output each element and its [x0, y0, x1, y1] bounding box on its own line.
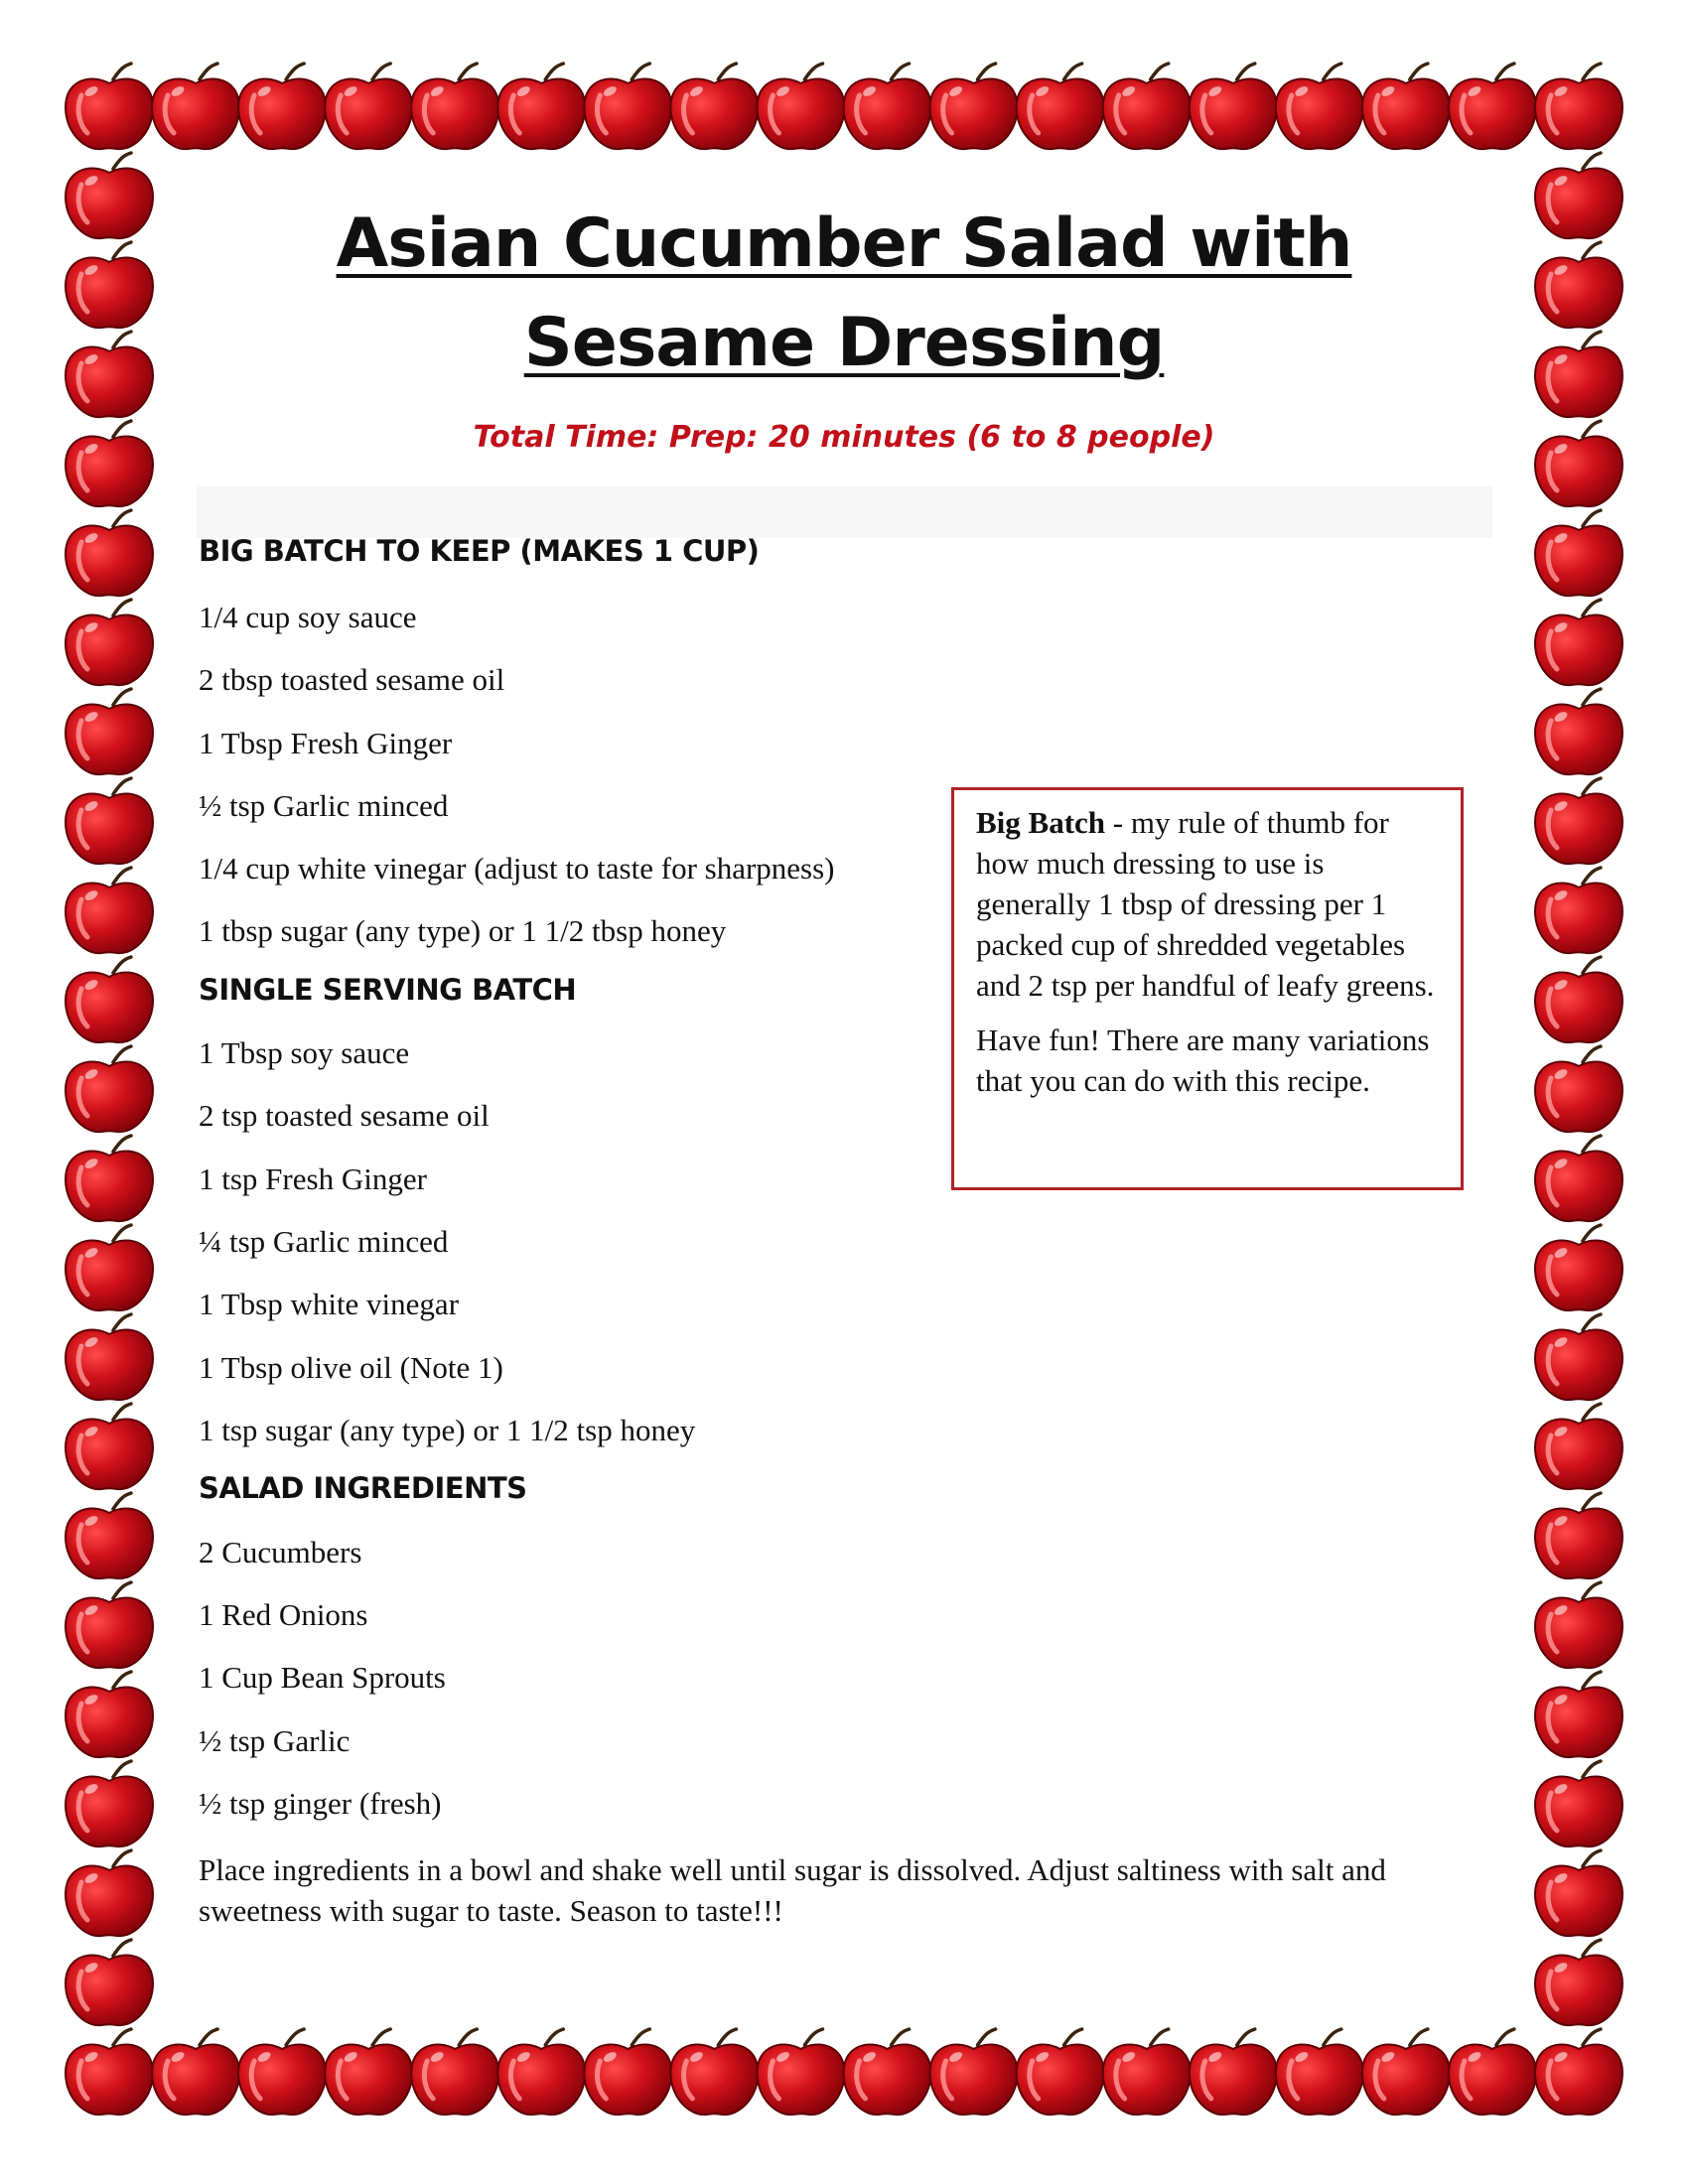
ingredient-item: 1 tbsp sugar (any type) or 1 1/2 tbsp honey — [199, 913, 727, 948]
apple-icon — [757, 2029, 844, 2115]
section-heading-big-batch: BIG BATCH TO KEEP (MAKES 1 CUP) — [199, 534, 760, 568]
apple-icon — [1449, 64, 1536, 149]
apple-icon — [844, 64, 931, 149]
apple-icon — [1535, 1672, 1622, 1757]
ingredient-item: 1 Tbsp white vinegar — [199, 1287, 460, 1321]
apple-icon — [1362, 2029, 1450, 2115]
apple-icon — [670, 2029, 758, 2115]
apple-icon — [66, 957, 153, 1042]
apple-icon — [66, 153, 153, 238]
apple-icon — [152, 64, 239, 149]
apple-icon — [757, 64, 844, 149]
tip-text-1: - my rule of thumb for how much dressing to use is generally 1 tbsp of dressing per 1 packed cup of shredded vegetables and 2 tsp per handful of leafy greens. — [976, 805, 1435, 1003]
apple-icon — [1276, 64, 1363, 149]
apple-icon — [1535, 1314, 1622, 1400]
ingredient-item: ½ tsp ginger (fresh) — [199, 1786, 442, 1821]
section-heading-single-serving: SINGLE SERVING BATCH — [199, 973, 577, 1007]
tip-paragraph-1 — [976, 802, 1441, 1006]
apple-icon — [66, 1940, 153, 2025]
apple-icon — [66, 2029, 153, 2115]
apple-icon — [1535, 957, 1622, 1042]
apple-icon — [66, 1136, 153, 1221]
ingredient-item: 1 Cup Bean Sprouts — [199, 1660, 446, 1695]
apple-icon — [1535, 2029, 1622, 2115]
apple-icon — [66, 332, 153, 417]
apple-icon — [66, 868, 153, 953]
apple-icon — [1535, 153, 1622, 238]
apple-icon — [411, 64, 498, 149]
apple-icon — [497, 2029, 585, 2115]
ingredient-item: 1 tsp Fresh Ginger — [199, 1161, 427, 1196]
apple-icon — [66, 242, 153, 328]
ingredient-item: 1 Tbsp Fresh Ginger — [199, 726, 453, 760]
apple-icon — [325, 2029, 412, 2115]
apple-icon — [411, 2029, 498, 2115]
apple-icon — [66, 1404, 153, 1489]
ingredient-item: 1 tsp sugar (any type) or 1 1/2 tsp honey — [199, 1413, 696, 1447]
tip-lead: Big Batch — [976, 805, 1106, 840]
apple-icon — [66, 1850, 153, 1936]
apple-icon — [325, 64, 412, 149]
ingredient-item: 1/4 cup soy sauce — [199, 600, 417, 634]
apple-icon — [1535, 421, 1622, 506]
apple-icon — [1190, 64, 1277, 149]
recipe-title-line1: Asian Cucumber Salad with — [336, 205, 1352, 283]
apple-icon — [1535, 1136, 1622, 1221]
apple-icon — [584, 2029, 671, 2115]
ingredient-item: 1/4 cup white vinegar (adjust to taste for sharpness) — [199, 851, 835, 886]
apple-icon — [1535, 1582, 1622, 1668]
apple-icon — [584, 64, 671, 149]
apple-icon — [1103, 2029, 1191, 2115]
apple-icon — [1535, 332, 1622, 417]
apple-icon — [1535, 868, 1622, 953]
apple-icon — [1535, 600, 1622, 685]
apple-icon — [66, 1582, 153, 1668]
instructions-text: Place ingredients in a bowl and shake well until sugar is dissolved. Adjust saltiness with salt and sweetness with sugar to taste. Season to taste!!! — [199, 1852, 1386, 1928]
apple-icon — [1535, 1493, 1622, 1578]
apple-icon — [930, 2029, 1018, 2115]
apple-icon — [66, 1046, 153, 1132]
ingredient-item: 2 Cucumbers — [199, 1535, 362, 1570]
apple-icon — [1535, 1940, 1622, 2025]
recipe-title-line2: Sesame Dressing — [523, 304, 1165, 382]
big-batch-tip-box — [951, 787, 1464, 1190]
apple-icon — [238, 64, 326, 149]
ingredient-item: ½ tsp Garlic minced — [199, 788, 449, 823]
apple-icon — [1276, 2029, 1363, 2115]
apple-icon — [66, 689, 153, 774]
apple-icon — [1535, 510, 1622, 596]
apple-icon — [66, 600, 153, 685]
apple-icon — [1017, 2029, 1104, 2115]
apple-icon — [152, 2029, 239, 2115]
apple-icon — [1535, 1850, 1622, 1936]
total-time: Total Time: Prep: 20 minutes (6 to 8 people) — [473, 420, 1215, 455]
apple-icon — [66, 510, 153, 596]
apple-icon — [497, 64, 585, 149]
apple-icon — [1449, 2029, 1536, 2115]
apple-icon — [66, 778, 153, 864]
apple-icon — [670, 64, 758, 149]
apple-icon — [1535, 689, 1622, 774]
apple-icon — [66, 1314, 153, 1400]
ingredient-item: 2 tsp toasted sesame oil — [199, 1098, 490, 1133]
ingredient-item: 2 tbsp toasted sesame oil — [199, 662, 505, 697]
apple-icon — [930, 64, 1018, 149]
apple-icon — [1535, 1225, 1622, 1310]
apple-icon — [66, 421, 153, 506]
apple-icon — [1017, 64, 1104, 149]
apple-icon — [66, 64, 153, 149]
apple-icon — [1535, 1761, 1622, 1846]
ingredient-item: 1 Red Onions — [199, 1597, 368, 1632]
apple-icon — [1535, 1404, 1622, 1489]
apple-icon — [66, 1225, 153, 1310]
ingredient-item: ½ tsp Garlic — [199, 1723, 351, 1758]
section-divider — [197, 486, 1492, 538]
ingredient-item: ¼ tsp Garlic minced — [199, 1224, 449, 1259]
apple-icon — [1535, 64, 1622, 149]
ingredient-item: 1 Tbsp olive oil (Note 1) — [199, 1350, 503, 1385]
apple-icon — [66, 1761, 153, 1846]
apple-icon — [238, 2029, 326, 2115]
apple-icon — [1190, 2029, 1277, 2115]
ingredient-item: 1 Tbsp soy sauce — [199, 1035, 410, 1070]
apple-icon — [844, 2029, 931, 2115]
apple-icon — [1535, 242, 1622, 328]
tip-paragraph-2: Have fun! There are many variations that you can do with this recipe. — [976, 1023, 1430, 1098]
apple-icon — [1535, 778, 1622, 864]
apple-icon — [66, 1493, 153, 1578]
apple-icon — [1362, 64, 1450, 149]
apple-icon — [66, 1672, 153, 1757]
apple-icon — [1103, 64, 1191, 149]
section-heading-salad: SALAD INGREDIENTS — [199, 1471, 527, 1505]
apple-icon — [1535, 1046, 1622, 1132]
